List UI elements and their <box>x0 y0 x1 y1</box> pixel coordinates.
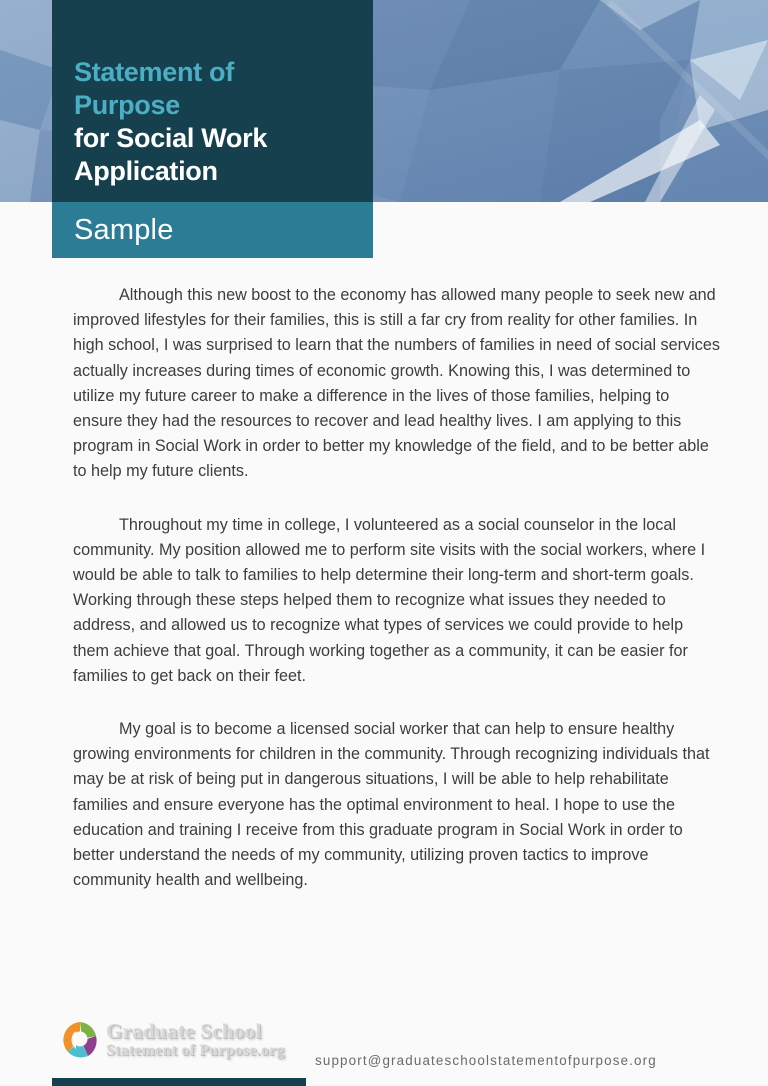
document-body <box>73 283 723 921</box>
logo-wordmark <box>106 1021 285 1059</box>
title-line-1: Statement of <box>74 57 234 87</box>
title-line-3: for Social Work <box>74 123 268 153</box>
paragraph-3: My goal is to become a licensed social worker that can help to ensure healthy growing environments for children in the community. Through recognizing individuals that may be at risk of being put in dangerous situations, I will be able to help rehabilitate families and ensure everyone has the optimal environment to heal. I hope to use the education and training I receive from this graduate program in Social Work in order to better understand the needs of my community, utilizing proven tactics to improve community health and wellbeing. <box>73 720 710 890</box>
paragraph-1: Although this new boost to the economy has allowed many people to seek new and improved lifestyles for their families, this is still a far cry from reality for other families. In high school, I was surprised to learn that the numbers of families in need of social services actually increases during times of economic growth. Knowing this, I was determined to utilize my future career to make a difference in the lives of those families, helping to ensure they had the resources to recover and lead healthy lives. I am applying to this program in Social Work in order to better my knowledge of the field, and to be better able to help my future clients. <box>73 286 720 481</box>
brand-logo[interactable] <box>58 1018 285 1062</box>
paragraph-2: Throughout my time in college, I volunteered as a social counselor in the local community. My position allowed me to perform site visits with the social workers, where I would be able to talk to families to help determine their long-term and short-term goals. Working through these steps helped them to recognize what issues they needed to address, and allowed us to recognize what types of services we could provide to help them achieve that goal. Through working together as a community, it can be easier for families to get back on their feet. <box>73 515 706 685</box>
logo-line-2: Statement of Purpose.org <box>106 1042 285 1059</box>
title-block <box>52 0 373 202</box>
logo-circle-icon <box>58 1018 102 1062</box>
support-email[interactable]: support@graduateschoolstatementofpurpose.org <box>315 1053 657 1068</box>
footer-accent-bar <box>52 1078 306 1086</box>
title-line-2: Purpose <box>74 90 180 120</box>
title-line-4: Application <box>74 156 218 186</box>
sample-banner <box>52 202 373 258</box>
document-footer <box>0 1008 768 1086</box>
sample-label: Sample <box>74 213 174 246</box>
logo-line-1: Graduate School <box>106 1019 262 1043</box>
document-header <box>0 0 768 258</box>
